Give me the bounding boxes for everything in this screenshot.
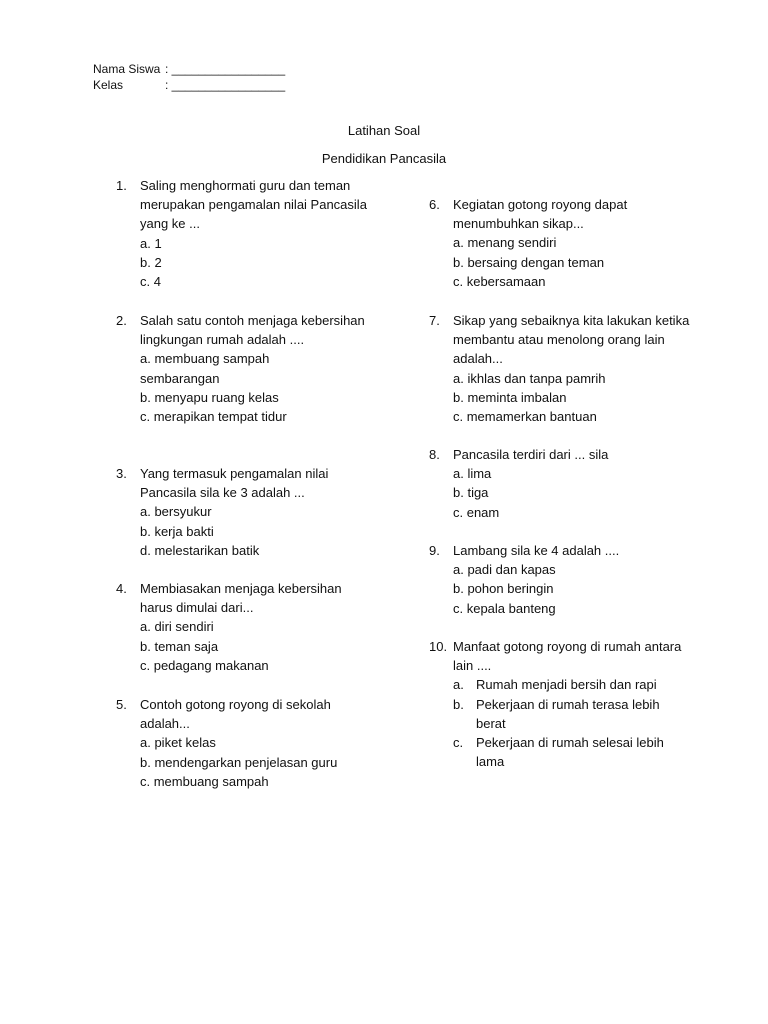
question-1 [116, 176, 376, 291]
option-b: b. pohon beringin [453, 581, 554, 597]
question-text: Membiasakan menjaga kebersihan harus dimulai dari... [140, 581, 342, 616]
name-blank: : _________________ [165, 62, 286, 76]
option-b: b. bersaing dengan teman [453, 254, 605, 270]
page-title: Latihan Soal [347, 123, 421, 138]
option-a: a. ikhlas dan tanpa pamrih [453, 370, 606, 386]
student-info [93, 61, 285, 93]
question-number: 7. [429, 313, 440, 328]
question-number: 5. [116, 697, 127, 712]
question-5 [116, 695, 376, 791]
question-7 [429, 311, 691, 426]
option-b: b. menyapu ruang kelas [140, 389, 279, 405]
option-c: c. merapikan tempat tidur [140, 409, 287, 425]
question-8 [429, 445, 691, 522]
option-b: b. tiga [453, 485, 489, 501]
question-stem [116, 176, 376, 234]
name-row [93, 61, 285, 77]
option-a: a. 1 [140, 235, 162, 251]
question-9 [429, 541, 691, 618]
option-c: c. enam [453, 504, 500, 520]
question-stem [429, 541, 691, 560]
question-number: 4. [116, 581, 127, 596]
option-a: a. piket kelas [140, 735, 216, 751]
question-stem [116, 579, 376, 617]
class-label: Kelas [93, 78, 124, 92]
question-10 [429, 637, 691, 771]
question-4 [116, 579, 376, 675]
question-stem [429, 445, 691, 464]
question-text: Yang termasuk pengamalan nilai Pancasila sila ke 3 adalah ... [140, 466, 329, 501]
option-letter: b. [453, 696, 464, 712]
option-a: a. bersyukur [140, 504, 212, 520]
question-number: 3. [116, 466, 127, 481]
question-stem [429, 195, 691, 233]
option-d: d. melestarikan batik [140, 542, 260, 558]
question-number: 6. [429, 197, 440, 212]
option-c: c. membuang sampah [140, 773, 269, 789]
name-label: Nama Siswa [93, 62, 161, 76]
option-a: a. lima [453, 466, 492, 482]
option-c: c. pedagang makanan [140, 657, 269, 673]
question-stem [116, 464, 376, 502]
question-number: 1. [116, 178, 127, 193]
option-b: b. 2 [140, 254, 162, 270]
question-number: 2. [116, 313, 127, 328]
question-stem [429, 311, 691, 369]
question-text: Manfaat gotong royong di rumah antara lain .... [453, 639, 682, 674]
option-b [429, 695, 691, 733]
option-text: Pekerjaan di rumah selesai lebih lama [476, 735, 664, 770]
question-stem [429, 637, 691, 675]
option-b: b. kerja bakti [140, 523, 214, 539]
page-subtitle: Pendidikan Pancasila [321, 151, 447, 166]
option-letter: c. [453, 735, 464, 751]
option-a: a. diri sendiri [140, 619, 214, 635]
option-text: Pekerjaan di rumah terasa lebih berat [476, 696, 660, 731]
question-2 [116, 311, 376, 426]
question-text: Salah satu contoh menjaga kebersihan lingkungan rumah adalah .... [140, 313, 365, 348]
question-text: Sikap yang sebaiknya kita lakukan ketika membantu atau menolong orang lain adalah... [453, 313, 690, 367]
option-a: a. padi dan kapas [453, 562, 556, 578]
option-c: c. 4 [140, 274, 161, 290]
question-text: Kegiatan gotong royong dapat menumbuhkan sikap... [453, 197, 628, 232]
option-b: b. meminta imbalan [453, 389, 567, 405]
question-text: Lambang sila ke 4 adalah .... [453, 543, 620, 558]
option-c: c. memamerkan bantuan [453, 409, 597, 425]
option-text: Rumah menjadi bersih dan rapi [476, 677, 657, 693]
question-text: Saling menghormati guru dan teman merupakan pengamalan nilai Pancasila yang ke ... [140, 178, 367, 232]
option-b: b. mendengarkan penjelasan guru [140, 754, 338, 770]
option-b: b. teman saja [140, 638, 219, 654]
option-a: a. membuang sampah sembarangan [140, 351, 270, 386]
option-a [429, 675, 691, 694]
option-a: a. menang sendiri [453, 235, 557, 251]
option-letter: a. [453, 677, 464, 693]
question-3 [116, 464, 376, 560]
question-number: 10. [429, 639, 448, 654]
question-6 [429, 195, 691, 291]
class-row [93, 77, 285, 93]
question-stem [116, 311, 376, 349]
option-c: c. kebersamaan [453, 273, 546, 289]
class-blank: : _________________ [165, 78, 286, 92]
question-number: 9. [429, 543, 440, 558]
question-text: Contoh gotong royong di sekolah adalah... [140, 697, 331, 732]
option-c: c. kepala banteng [453, 600, 556, 616]
question-stem [116, 695, 376, 733]
question-text: Pancasila terdiri dari ... sila [453, 447, 609, 462]
question-number: 8. [429, 447, 440, 462]
option-c [429, 733, 691, 771]
